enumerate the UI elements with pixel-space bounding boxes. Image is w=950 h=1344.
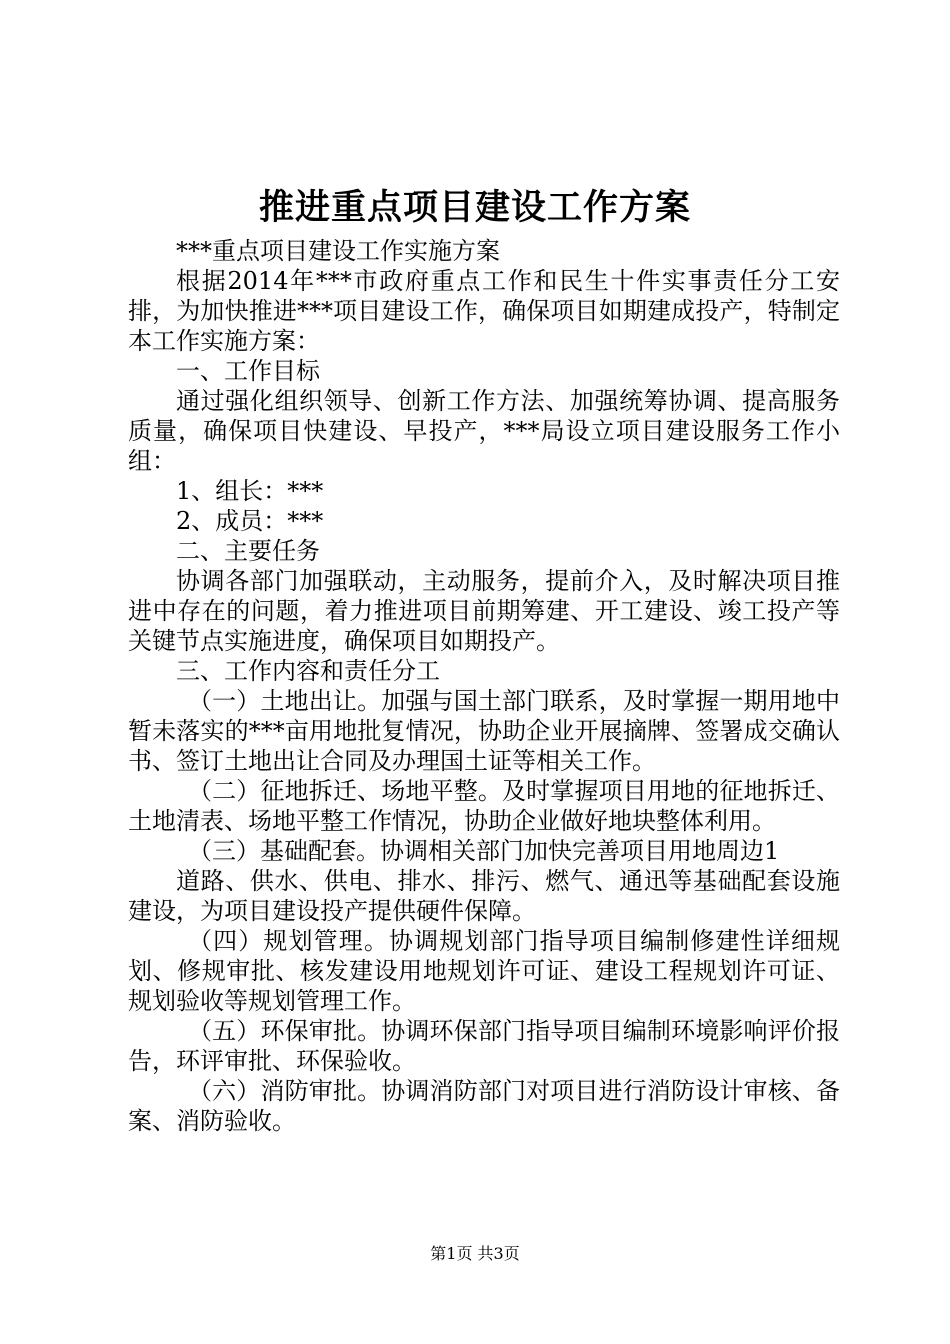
paragraph-fire-safety: （六）消防审批。协调消防部门对项目进行消防设计审核、备案、消防验收。 xyxy=(128,1077,840,1135)
paragraph-main-tasks: 协调各部门加强联动，主动服务，提前介入，及时解决项目推进中存在的问题，着力推进项目前期筹建、开工建设、竣工投产等关键节点实施进度，确保项目如期投产。 xyxy=(128,567,840,655)
paragraph-planning: （四）规划管理。协调规划部门指导项目编制修建性详细规划、修规审批、核发建设用地规划许可证、建设工程规划许可证、规划验收等规划管理工作。 xyxy=(128,927,840,1015)
paragraph-environment: （五）环保审批。协调环保部门指导项目编制环境影响评价报告，环评审批、环保验收。 xyxy=(128,1017,840,1075)
paragraph-land-transfer: （一）土地出让。加强与国土部门联系，及时掌握一期用地中暂未落实的***亩用地批复情况，协助企业开展摘牌、签署成交确认书、签订土地出让合同及办理国土证等相关工作。 xyxy=(128,687,840,775)
paragraph-land-acquisition: （二）征地拆迁、场地平整。及时掌握项目用地的征地拆迁、土地清表、场地平整工作情况，协助企业做好地块整体利用。 xyxy=(128,777,840,835)
heading-work-content: 三、工作内容和责任分工 xyxy=(176,657,440,685)
heading-main-tasks: 二、主要任务 xyxy=(176,537,320,565)
paragraph-subtitle: ***重点项目建设工作实施方案 xyxy=(176,237,500,265)
list-item-leader: 1、组长：*** xyxy=(176,477,324,505)
list-item-members: 2、成员：*** xyxy=(176,507,324,535)
paragraph-infrastructure: （三）基础配套。协调相关部门加快完善项目用地周边1 xyxy=(188,837,780,865)
document-title: 推进重点项目建设工作方案 xyxy=(258,187,691,228)
heading-work-goal: 一、工作目标 xyxy=(176,357,320,385)
paragraph-intro: 根据2014年***市政府重点工作和民生十件实事责任分工安排，为加快推进***项目建设工作，确保项目如期建成投产，特制定本工作实施方案： xyxy=(128,267,840,355)
document-body xyxy=(128,236,840,1136)
page-number: 第1页 共3页 xyxy=(430,1244,520,1263)
paragraph-work-goal: 通过强化组织领导、创新工作方法、加强统筹协调、提高服务质量，确保项目快建设、早投产，***局设立项目建设服务工作小组： xyxy=(128,387,840,475)
paragraph-infrastructure-cont: 道路、供水、供电、排水、排污、燃气、通迅等基础配套设施建设，为项目建设投产提供硬件保障。 xyxy=(128,867,840,925)
